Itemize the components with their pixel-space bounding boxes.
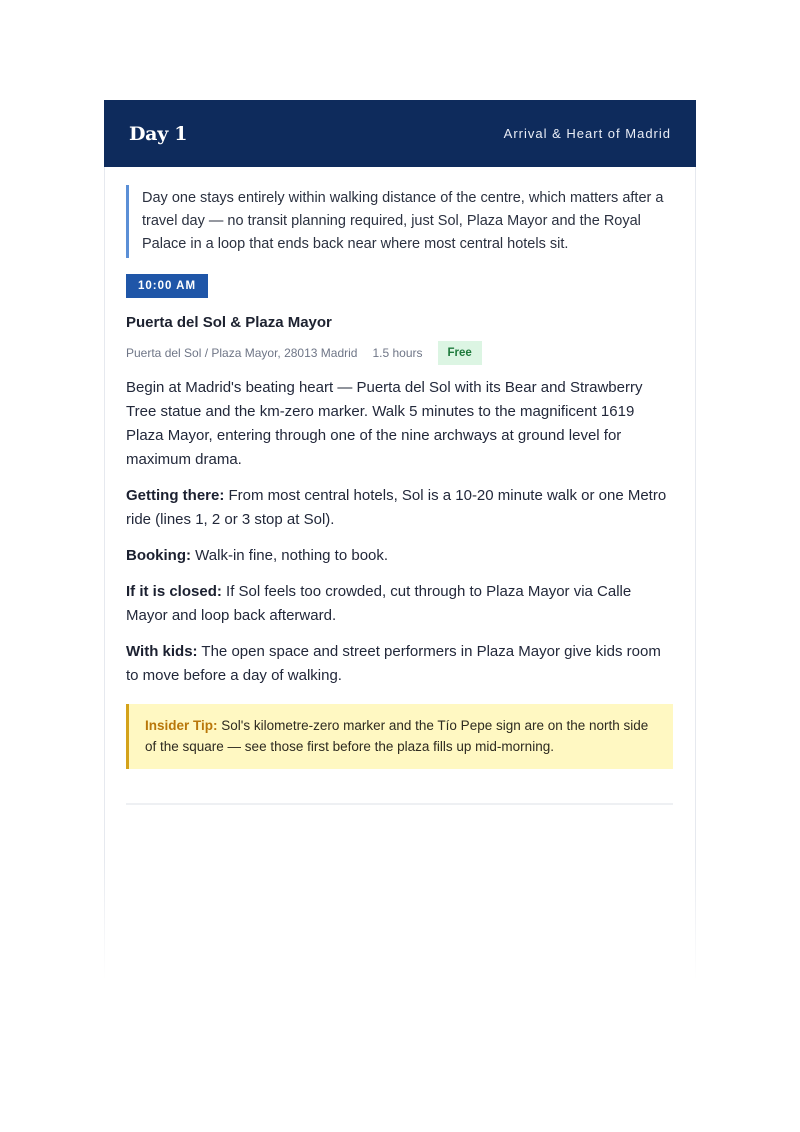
booking-text: Walk-in fine, nothing to book.: [191, 547, 389, 564]
getting-there-label: Getting there:: [126, 487, 225, 504]
activity-address: Puerta del Sol / Plaza Mayor, 28013 Madrid: [126, 346, 358, 360]
closed-text: If Sol feels too crowded, cut through to Plaza Mayor via Calle Mayor and loop back afterward.: [126, 583, 632, 624]
getting-there-text: From most central hotels, Sol is a 10-20 minute walk or one Metro ride (lines 1, 2 or 3 stop at Sol).: [126, 487, 667, 528]
activity-title: Puerta del Sol & Plaza Mayor: [126, 314, 332, 331]
card-fade: [103, 860, 697, 980]
booking-info: [126, 544, 673, 568]
day-intro: Day one stays entirely within walking distance of the centre, which matters after a travel day — no transit planning required, just Sol, Plaza Mayor and the Royal Palace in a loop that ends back near where most central hotels sit.: [126, 185, 673, 258]
day-content: [105, 167, 695, 805]
kids-info: [126, 640, 673, 688]
insider-tip: [126, 704, 673, 769]
kids-label: With kids:: [126, 643, 198, 660]
closed-info: [126, 580, 673, 628]
price-badge: Free: [438, 341, 482, 365]
activity-duration: 1.5 hours: [372, 346, 423, 360]
day-header: [104, 100, 696, 167]
time-badge: 10:00 AM: [126, 274, 208, 298]
day-card: [104, 100, 696, 980]
booking-label: Booking:: [126, 547, 191, 564]
closed-label: If it is closed:: [126, 583, 222, 600]
section-divider: [126, 803, 673, 805]
insider-tip-text: Sol's kilometre-zero marker and the Tío Pepe sign are on the north side of the square — see those first before the plaza fills up mid-morning.: [145, 718, 649, 754]
day-subtitle: Arrival & Heart of Madrid: [503, 126, 671, 141]
getting-there: [126, 484, 673, 532]
day-title: Day 1: [129, 122, 188, 145]
activity-description: Begin at Madrid's beating heart — Puerta del Sol with its Bear and Strawberry Tree statue and the km-zero marker. Walk 5 minutes to the magnificent 1619 Plaza Mayor, entering through one of the nine archways at ground level for maximum drama.: [126, 379, 643, 468]
insider-tip-label: Insider Tip:: [145, 718, 218, 733]
kids-text: The open space and street performers in Plaza Mayor give kids room to move before a day of walking.: [126, 643, 661, 684]
activity-meta: [126, 341, 673, 365]
